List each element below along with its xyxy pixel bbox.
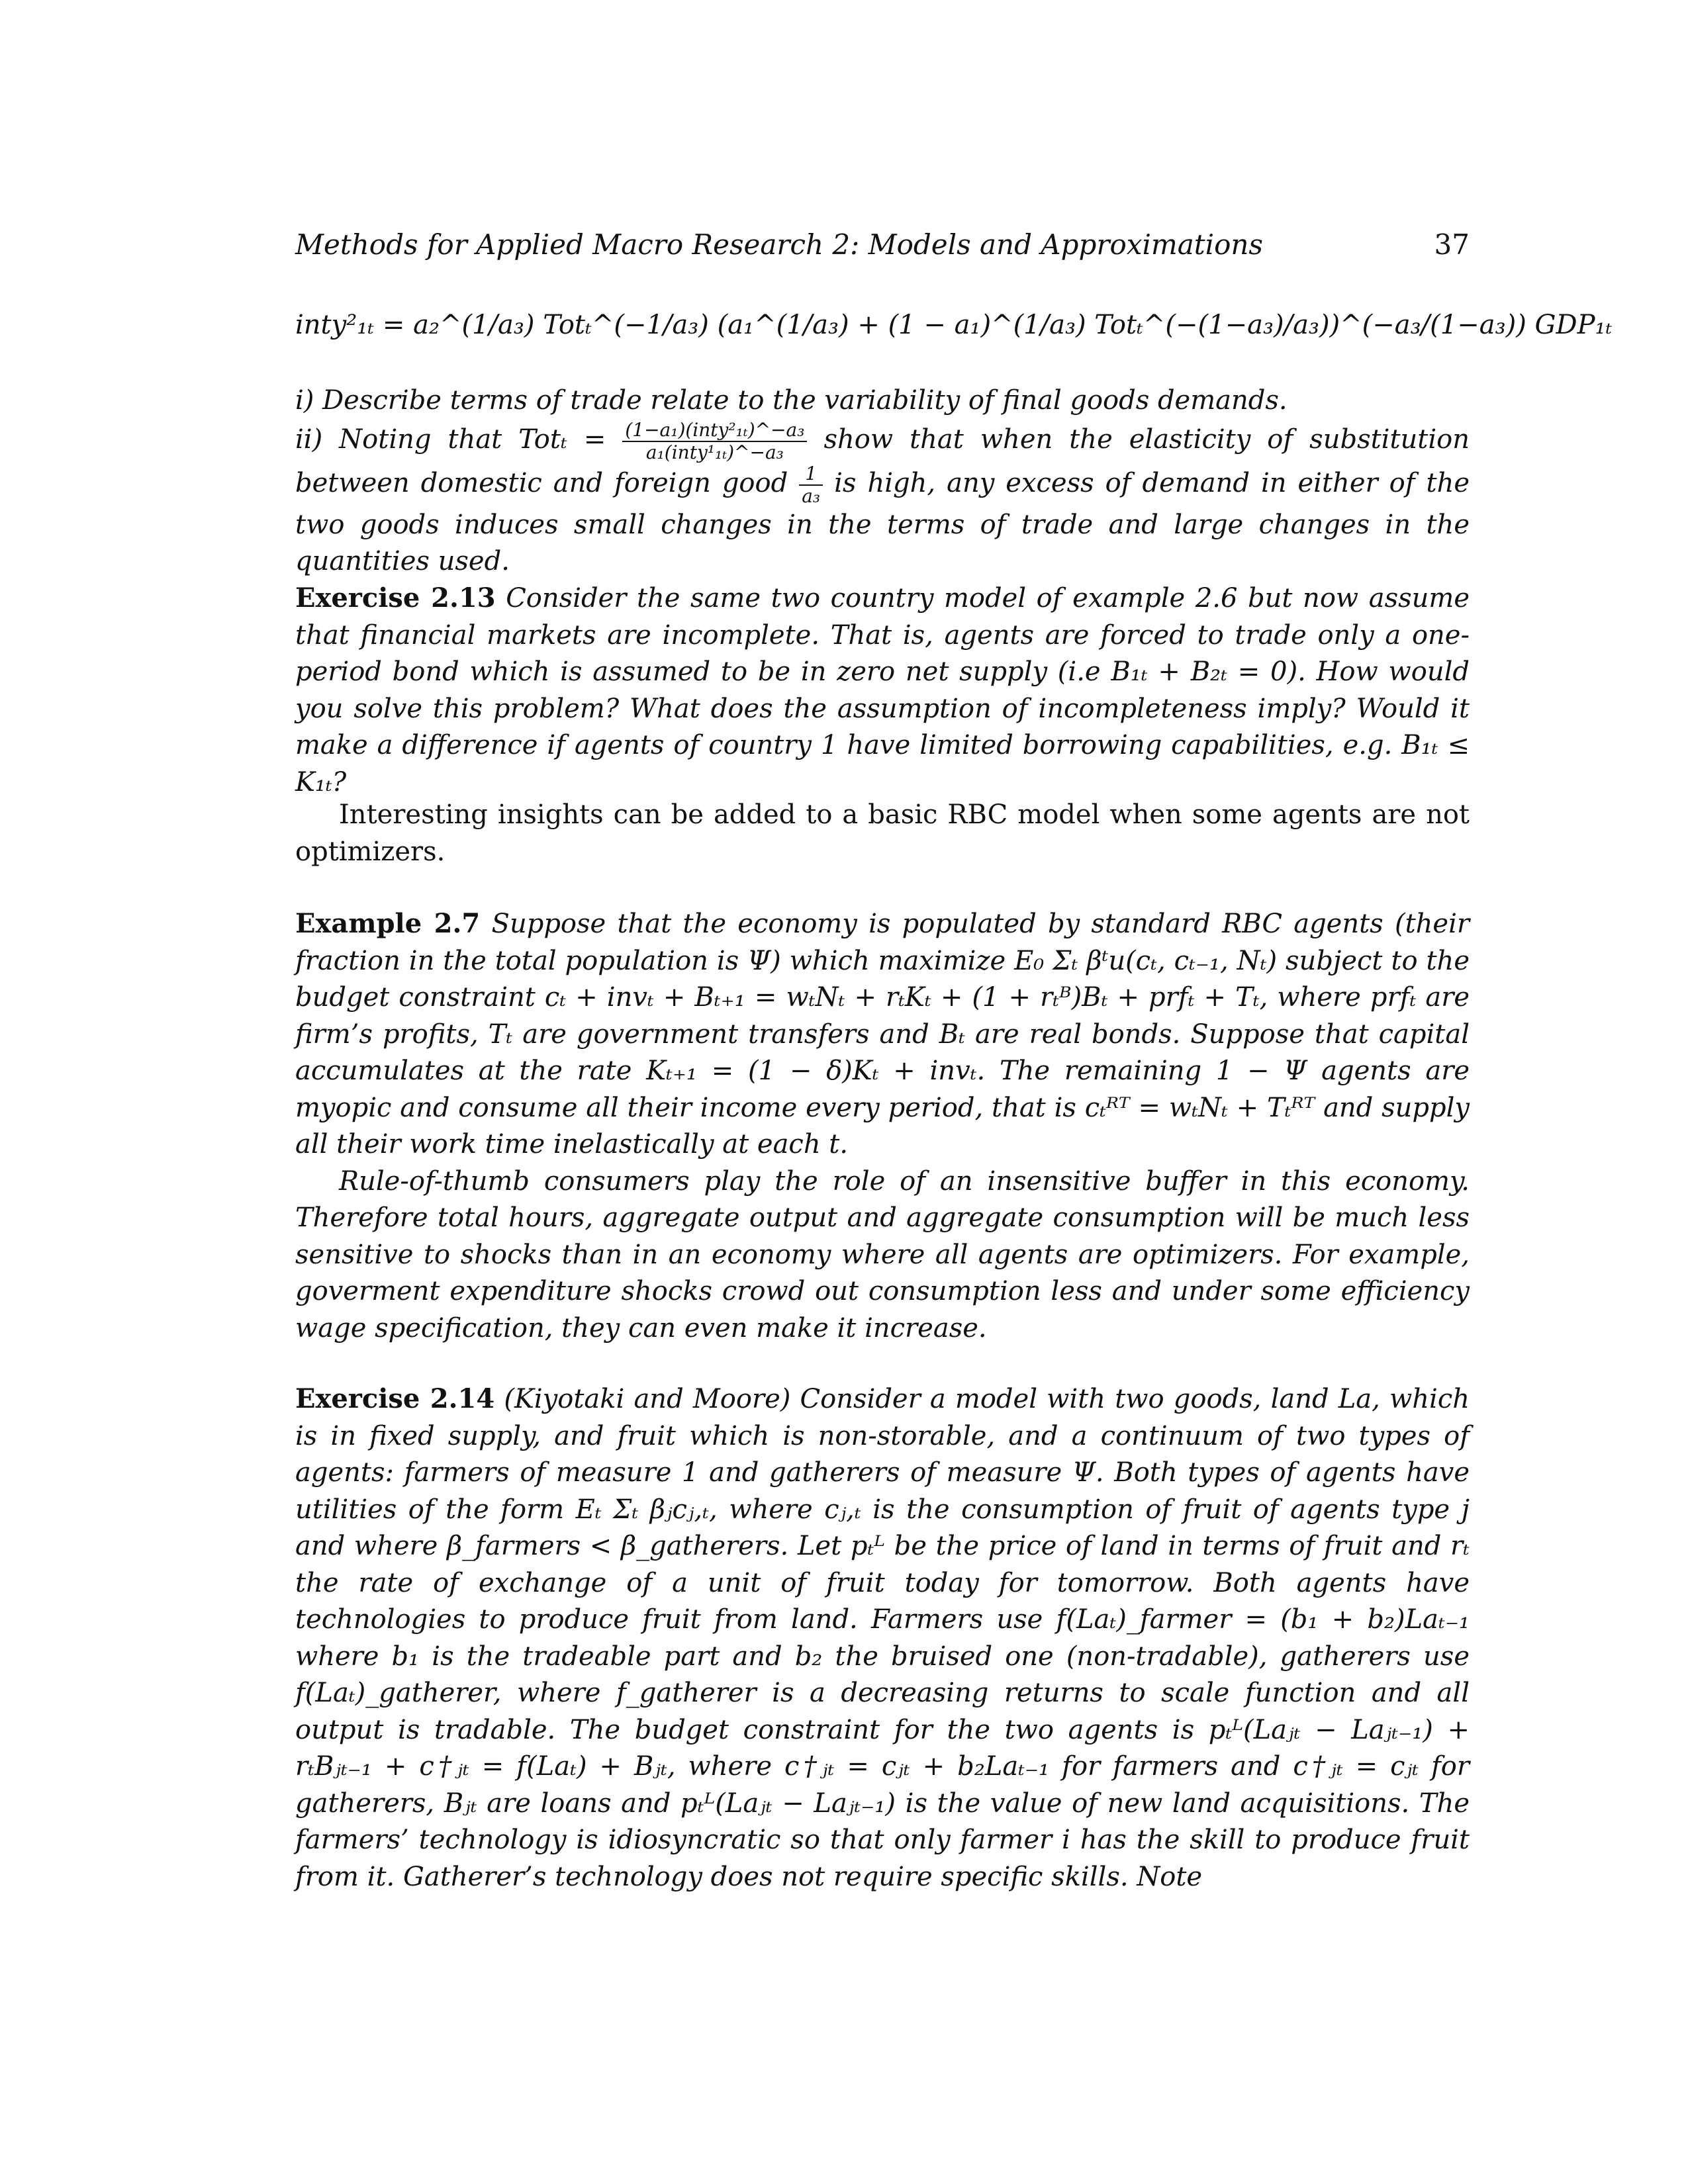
exercise-2-14-text: (Kiyotaki and Moore) Consider a model with two goods, land La, which is in fixed supply, and fruit which is non-storable, and a continuum of two types of agents: farmers of measure 1 and gatherers of measure Ψ. Both types of agents have utilities of the form Eₜ Σₜ βⱼcⱼ,ₜ, where cⱼ,ₜ is the consumption of fruit of agents type j and where β_farmers < β_gatherers. Let pₜᴸ be the price of land in terms of fruit and rₜ the rate of exchange of a unit of fruit today for tomorrow. Both agents have technologies to produce fruit from land. Farmers use f(Laₜ)_farmer = (b₁ + b₂)Laₜ₋₁ where b₁ is the tradeable part and b₂ the bruised one (non-tradable), gatherers use f(Laₜ)_gatherer, where f_gatherer is a decreasing returns to scale function and all output is tradable. The budget constraint for the two agents is pₜᴸ(Laⱼₜ − Laⱼₜ₋₁) + rₜBⱼₜ₋₁ + c†ⱼₜ = f(Laₜ) + Bⱼₜ, where c†ⱼₜ = cⱼₜ + b₂Laₜ₋₁ for farmers and c†ⱼₜ = cⱼₜ for gatherers, Bⱼₜ are loans and pₜᴸ(Laⱼₜ − Laⱼₜ₋₁) is the value of new land acquisitions. The farmers’ technology is idiosyncratic so that only farmer i has the skill to produce fruit from it. Gatherer’s technology does not require specific skills. Note: [295, 1384, 1470, 1892]
elasticity-fraction: [799, 463, 823, 507]
part-ii: [295, 420, 1470, 580]
example-2-7-text: Suppose that the economy is populated by standard RBC agents (their fraction in the total population is Ψ) which maximize E₀ Σₜ βᵗu(cₜ, cₜ₋₁, Nₜ) subject to the budget constraint cₜ + invₜ + Bₜ₊₁ = wₜNₜ + rₜKₜ + (1 + rₜᴮ)Bₜ + prfₜ + Tₜ, where prfₜ are firm’s profits, Tₜ are government transfers and Bₜ are real bonds. Suppose that capital accumulates at the rate Kₜ₊₁ = (1 − δ)Kₜ + invₜ. The remaining 1 − Ψ agents are myopic and consume all their income every period, that is cₜᴿᵀ = wₜNₜ + Tₜᴿᵀ and supply all their work time inelastically at each t.: [295, 909, 1470, 1160]
elasticity-fraction-denominator: a₃: [802, 484, 821, 507]
exercise-parts: [295, 383, 1470, 580]
example-2-7-paragraph-2: Rule-of-thumb consumers play the role of an insensitive buffer in this economy. Therefore total hours, aggregate output and aggregate consumption will be much less sensitive to shocks than in an economy where all agents are optimizers. For example, goverment expenditure shocks crowd out consumption less and under some efficiency wage specification, they can even make it increase.: [295, 1165, 1470, 1343]
intro-paragraph: Interesting insights can be added to a basic RBC model when some agents are not optimizers.: [295, 799, 1470, 867]
exercise-2-13: [295, 580, 1470, 801]
tot-fraction-numerator: (1−a₁)(inty²₁ₜ)^−a₃: [622, 420, 807, 442]
part-ii-middle: show that when the elasticity of substitution between domestic and foreign good: [295, 424, 1470, 498]
part-ii-end: is high, any excess of demand in either of the two goods induces small changes in the terms of trade and large changes in the quantities used.: [295, 467, 1470, 576]
part-i: i) Describe terms of trade relate to the variability of final goods demands.: [295, 385, 1288, 416]
running-header: [295, 225, 1470, 265]
elasticity-fraction-numerator: 1: [799, 463, 823, 486]
equation-inty: inty²₁ₜ = a₂^(1/a₃) Totₜ^(−1/a₃) (a₁^(1/a₃) + (1 − a₁)^(1/a₃) Totₜ^(−(1−a₃)/a₃))^(−a₃/(1−a₃)) GDP₁ₜ: [295, 310, 1613, 340]
example-2-7-heading: Example 2.7: [295, 908, 481, 939]
tot-fraction: [622, 420, 807, 463]
tot-fraction-denominator: a₁(inty¹₁ₜ)^−a₃: [645, 441, 784, 463]
running-title: Methods for Applied Macro Research 2: Models and Approximations: [295, 228, 1263, 261]
example-2-7: [295, 905, 1470, 1347]
exercise-2-14: [295, 1381, 1470, 1895]
page-number: 37: [1434, 228, 1470, 261]
exercise-2-13-text: Consider the same two country model of example 2.6 but now assume that financial markets are incomplete. That is, agents are forced to trade only a one-period bond which is assumed to be in zero net supply (i.e B₁ₜ + B₂ₜ = 0). How would you solve this problem? What does the assumption of incompleteness imply? Would it make a difference if agents of country 1 have limited borrowing capabilities, e.g. B₁ₜ ≤ K₁ₜ?: [295, 583, 1470, 797]
exercise-2-14-heading: Exercise 2.14: [295, 1383, 495, 1414]
exercise-2-13-heading: Exercise 2.13: [295, 582, 496, 614]
part-ii-lead: ii) Noting that Totₜ =: [295, 424, 606, 455]
